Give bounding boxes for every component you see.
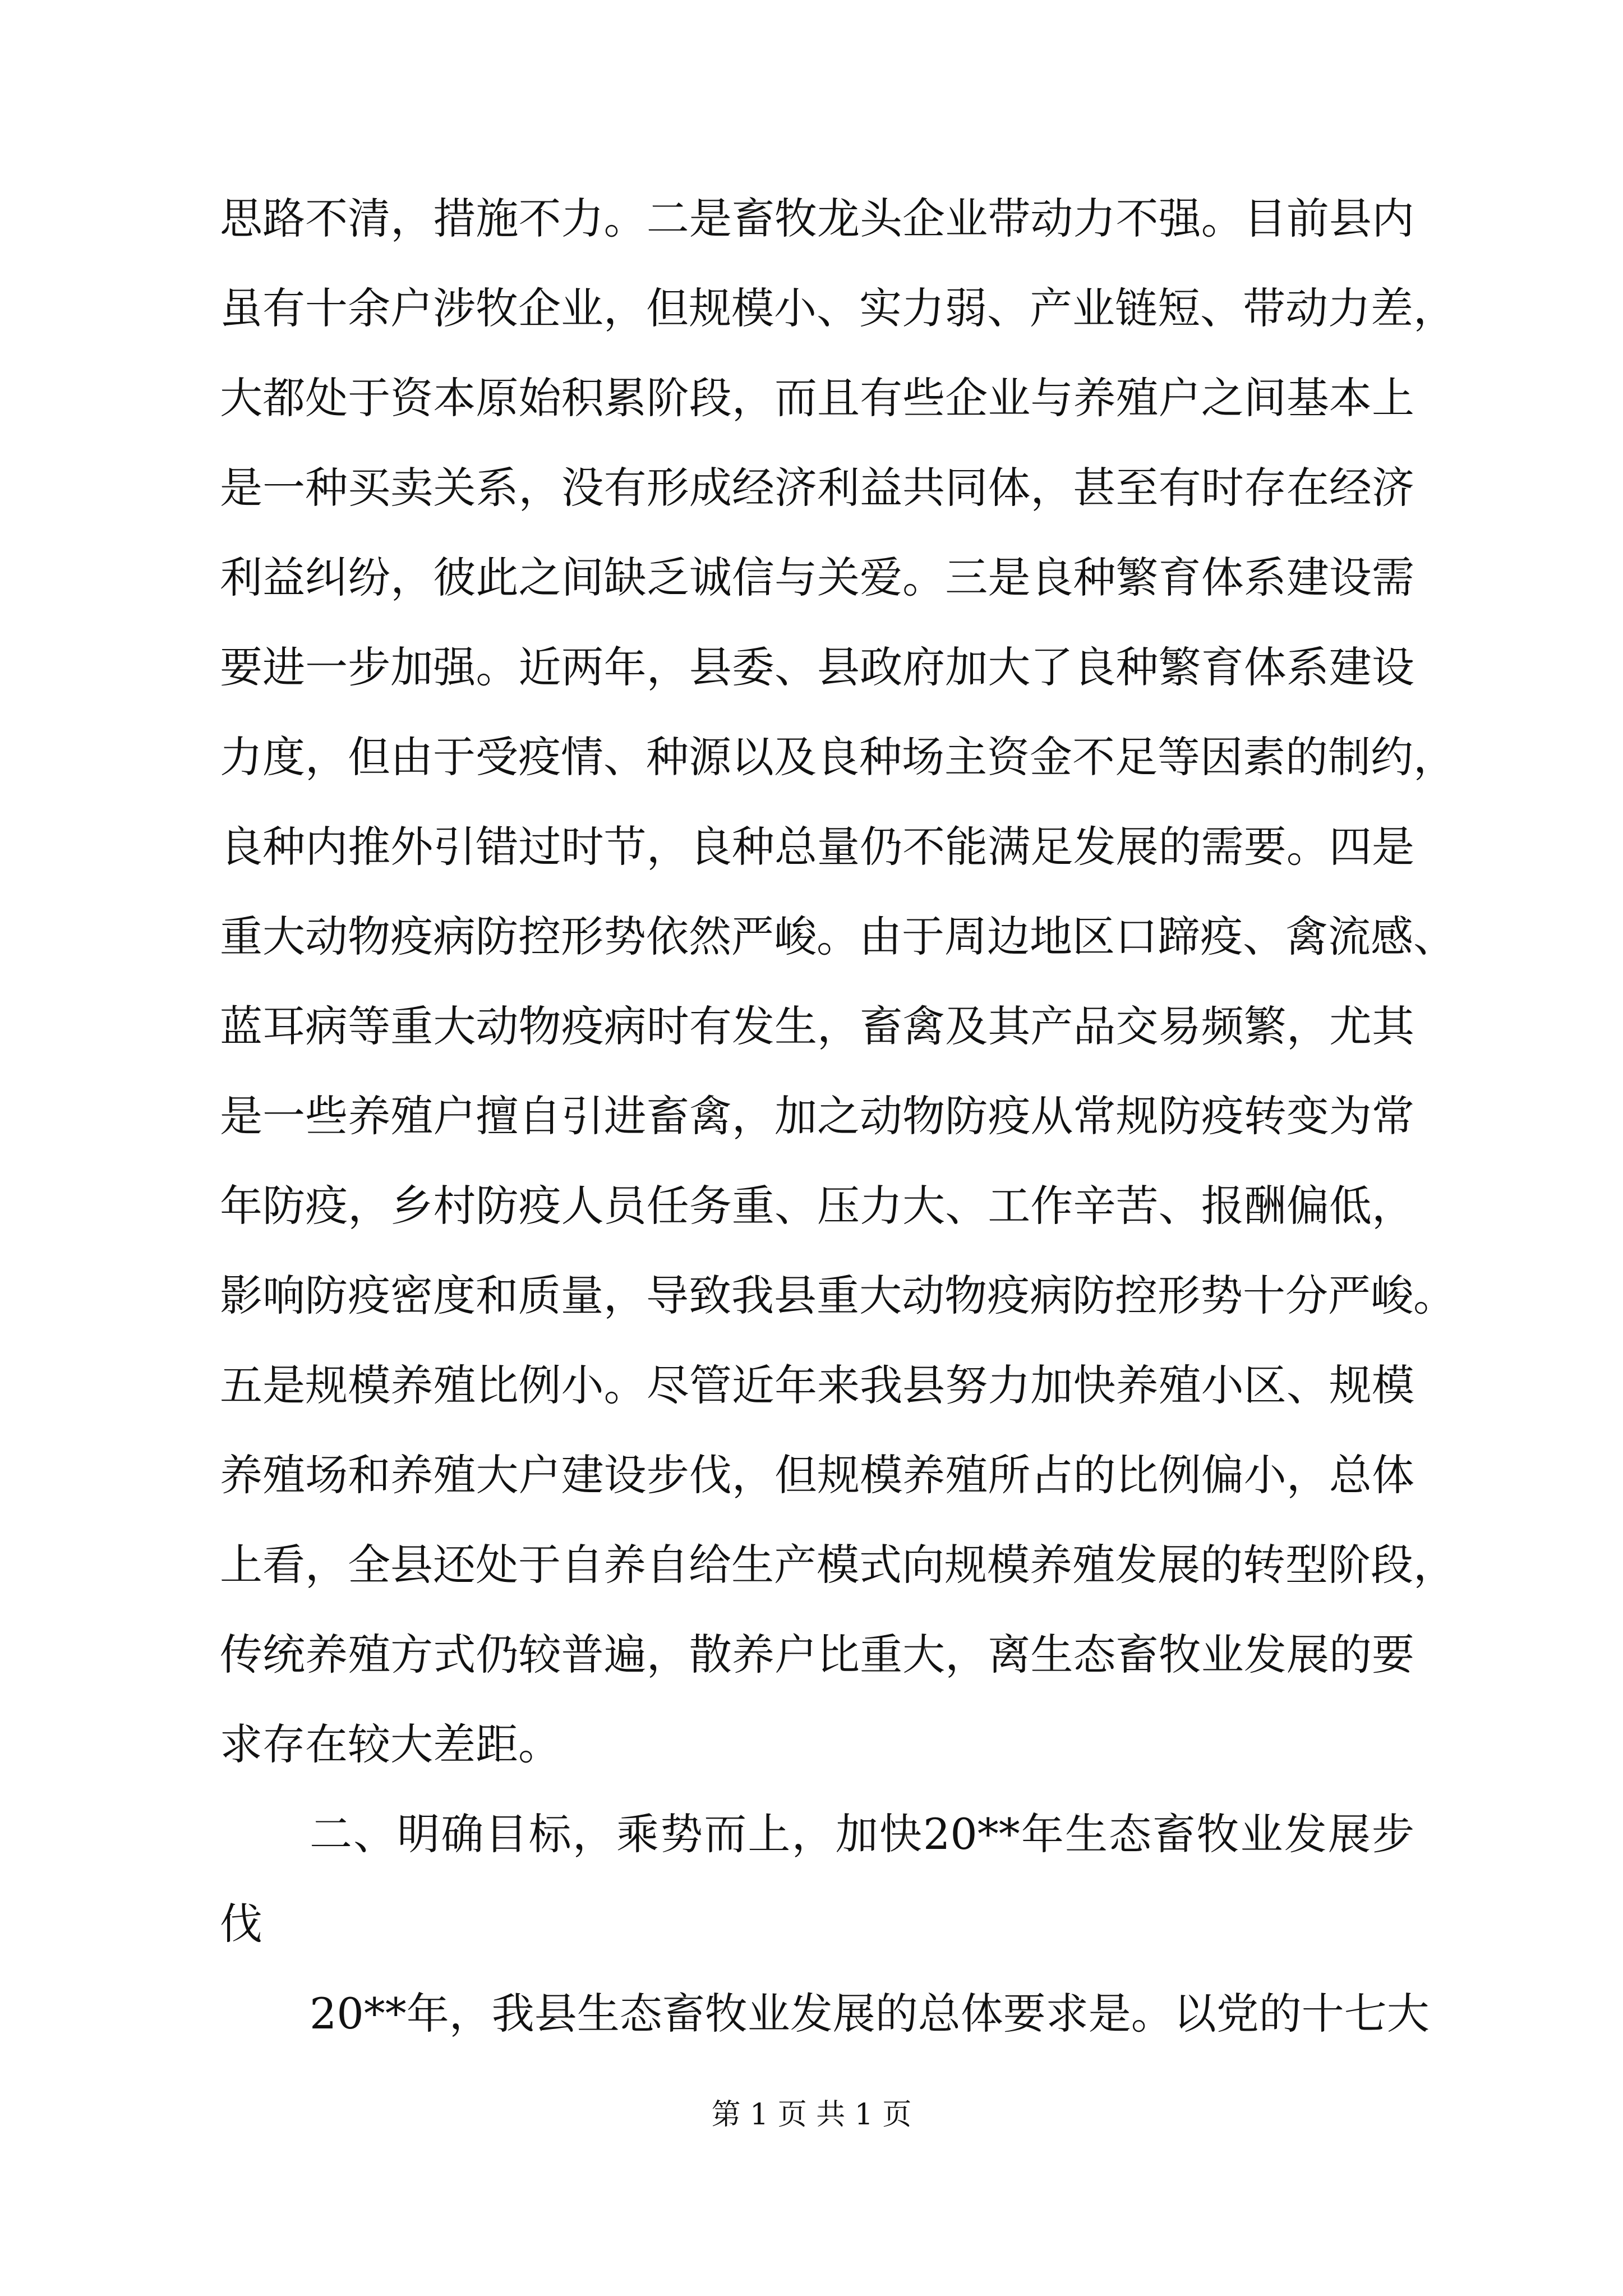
paragraph-line: 传统养殖方式仍较普遍，散养户比重大，离生态畜牧业发展的要 bbox=[220, 1630, 1414, 1680]
paragraph-line: 要进一步加强。近两年，县委、县政府加大了良种繁育体系建设 bbox=[220, 642, 1414, 692]
paragraph-line: 利益纠纷，彼此之间缺乏诚信与关爱。三是良种繁育体系建设需 bbox=[220, 553, 1414, 602]
paragraph-line: 力度，但由于受疫情、种源以及良种场主资金不足等因素的制约， bbox=[220, 732, 1456, 782]
paragraph-line: 虽有十余户涉牧企业，但规模小、实力弱、产业链短、带动力差， bbox=[220, 283, 1456, 333]
section-heading-line: 二、明确目标，乘势而上，加快20**年生态畜牧业发展步 bbox=[310, 1809, 1414, 1859]
paragraph-line: 求存在较大差距。 bbox=[220, 1719, 561, 1769]
paragraph-line: 良种内推外引错过时节，良种总量仍不能满足发展的需要。四是 bbox=[220, 822, 1414, 872]
paragraph-line: 蓝耳病等重大动物疫病时有发生，畜禽及其产品交易频繁，尤其 bbox=[220, 1001, 1414, 1051]
paragraph-line: 养殖场和养殖大户建设步伐，但规模养殖所占的比例偏小，总体 bbox=[220, 1450, 1414, 1500]
section-heading-line: 伐 bbox=[220, 1899, 262, 1949]
paragraph-line: 大都处于资本原始积累阶段，而且有些企业与养殖户之间基本上 bbox=[220, 373, 1414, 423]
paragraph-line: 20**年，我县生态畜牧业发展的总体要求是。以党的十七大 bbox=[310, 1989, 1430, 2039]
paragraph-line: 是一种买卖关系，没有形成经济利益共同体，甚至有时存在经济 bbox=[220, 463, 1414, 513]
page-number-footer: 第 1 页 共 1 页 bbox=[711, 2098, 912, 2132]
paragraph-line: 上看，全县还处于自养自给生产模式向规模养殖发展的转型阶段， bbox=[220, 1540, 1456, 1590]
paragraph-line: 五是规模养殖比例小。尽管近年来我县努力加快养殖小区、规模 bbox=[220, 1360, 1414, 1410]
paragraph-line: 是一些养殖户擅自引进畜禽，加之动物防疫从常规防疫转变为常 bbox=[220, 1091, 1414, 1141]
paragraph-line: 影响防疫密度和质量，导致我县重大动物疫病防控形势十分严峻。 bbox=[220, 1271, 1456, 1320]
paragraph-line: 重大动物疫病防控形势依然严峻。由于周边地区口蹄疫、禽流感、 bbox=[220, 912, 1456, 961]
paragraph-line: 年防疫，乡村防疫人员任务重、压力大、工作辛苦、报酬偏低， bbox=[220, 1181, 1414, 1231]
paragraph-line: 思路不清，措施不力。二是畜牧龙头企业带动力不强。目前县内 bbox=[220, 194, 1414, 243]
